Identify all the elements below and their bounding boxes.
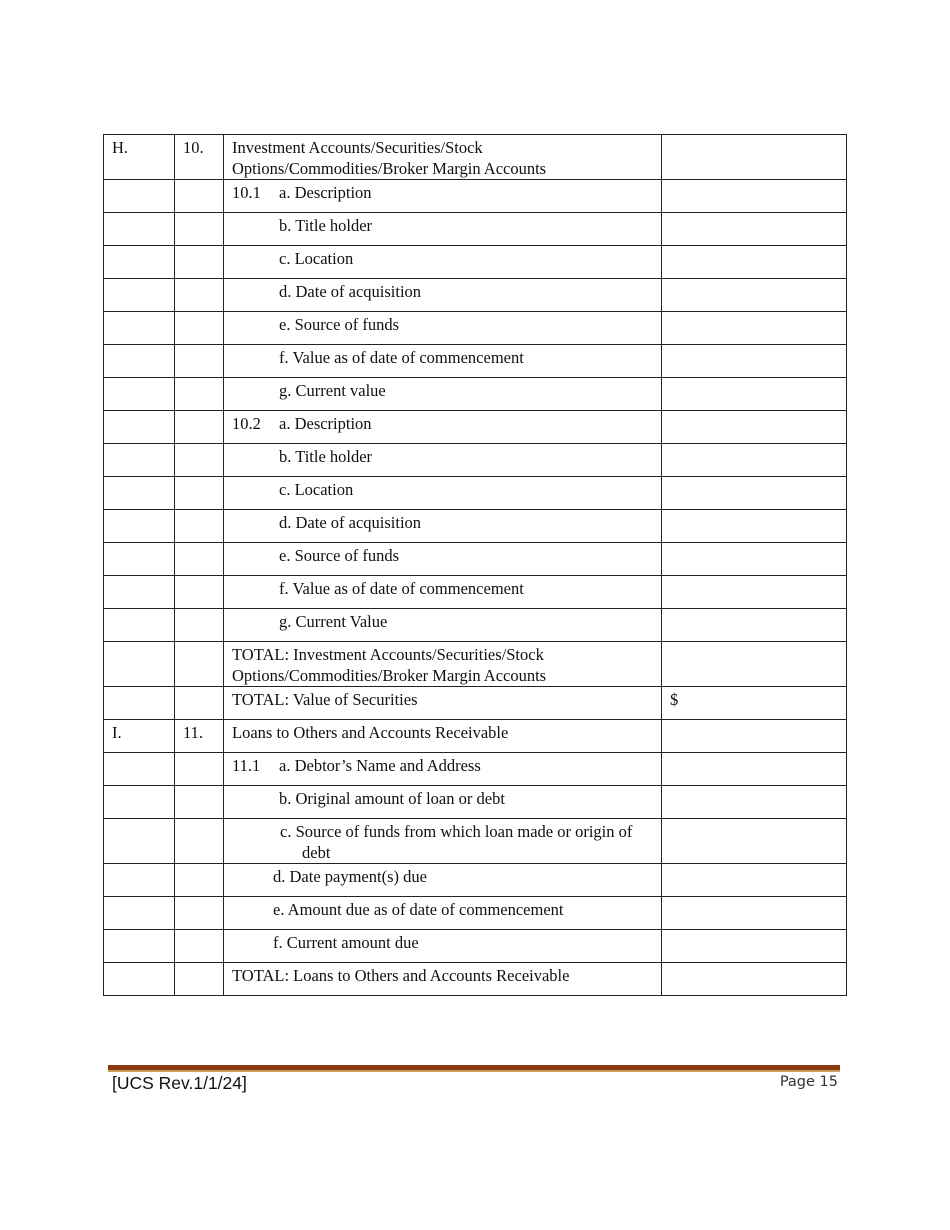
value-cell[interactable] — [662, 720, 847, 753]
value-cell[interactable] — [662, 279, 847, 312]
item-label: a. Description — [279, 183, 372, 202]
table-row — [104, 510, 847, 543]
item-label: e. Amount due as of date of commencement — [273, 900, 564, 919]
total-value-cell[interactable]: $ — [662, 687, 847, 720]
total-label: TOTAL: Loans to Others and Accounts Receivable — [224, 963, 662, 996]
item-label: c. Location — [279, 480, 354, 499]
table-row — [104, 180, 847, 213]
table-row — [104, 135, 847, 180]
page-number: Page 15 — [779, 1074, 838, 1090]
value-cell[interactable] — [662, 930, 847, 963]
item-label: e. Source of funds — [279, 546, 400, 565]
table-row — [104, 963, 847, 996]
value-cell[interactable] — [662, 609, 847, 642]
table-row — [104, 642, 847, 687]
total-label: TOTAL: Investment Accounts/Securities/Stock Options/Commodities/Broker Margin Accounts — [224, 642, 662, 687]
value-cell[interactable] — [662, 819, 847, 864]
value-cell[interactable] — [662, 345, 847, 378]
value-cell[interactable] — [662, 378, 847, 411]
table-row — [104, 864, 847, 897]
item-label: f. Value as of date of commencement — [279, 348, 524, 367]
value-cell[interactable] — [662, 444, 847, 477]
table-row — [104, 543, 847, 576]
table-row — [104, 930, 847, 963]
table-row — [104, 246, 847, 279]
value-cell[interactable] — [662, 510, 847, 543]
table-row — [104, 279, 847, 312]
value-cell[interactable] — [662, 477, 847, 510]
table-row — [104, 786, 847, 819]
value-cell[interactable] — [662, 576, 847, 609]
table-row — [104, 897, 847, 930]
section-number: 11. — [175, 720, 224, 753]
value-cell[interactable] — [662, 135, 847, 180]
value-cell[interactable] — [662, 213, 847, 246]
value-cell[interactable] — [662, 312, 847, 345]
table-row — [104, 687, 847, 720]
table-row — [104, 576, 847, 609]
table-row — [104, 345, 847, 378]
item-label: a. Debtor’s Name and Address — [279, 756, 481, 775]
table-row — [104, 819, 847, 864]
value-cell[interactable] — [662, 246, 847, 279]
item-label: b. Title holder — [279, 216, 373, 235]
value-cell[interactable] — [662, 897, 847, 930]
section-title: Loans to Others and Accounts Receivable — [224, 720, 662, 753]
item-label: c. Location — [279, 249, 354, 268]
item-label: b. Title holder — [279, 447, 373, 466]
value-cell[interactable] — [662, 543, 847, 576]
value-cell[interactable] — [662, 963, 847, 996]
value-cell[interactable] — [662, 864, 847, 897]
revision-label: [UCS Rev.1/1/24] — [112, 1073, 247, 1093]
item-label: d. Date of acquisition — [279, 282, 422, 301]
subsection-label: 10.1 — [232, 183, 261, 202]
item-label: e. Source of funds — [279, 315, 400, 334]
value-cell[interactable] — [662, 411, 847, 444]
financial-disclosure-table — [103, 134, 847, 996]
item-label: d. Date payment(s) due — [273, 867, 427, 886]
total-label: TOTAL: Value of Securities — [224, 687, 662, 720]
table-row — [104, 720, 847, 753]
item-label: g. Current value — [279, 381, 386, 400]
item-label: c. Source of funds from which loan made or origin of debt — [280, 822, 633, 862]
value-cell[interactable] — [662, 642, 847, 687]
footer-rule-accent — [108, 1070, 840, 1072]
value-cell[interactable] — [662, 753, 847, 786]
table-row — [104, 213, 847, 246]
value-cell[interactable] — [662, 786, 847, 819]
value-cell[interactable] — [662, 180, 847, 213]
table-row — [104, 312, 847, 345]
item-label: f. Current amount due — [273, 933, 419, 952]
subsection-label: 10.2 — [232, 414, 261, 433]
table-row — [104, 609, 847, 642]
section-letter: I. — [104, 720, 175, 753]
table-row — [104, 444, 847, 477]
table-row — [104, 477, 847, 510]
item-label: a. Description — [279, 414, 372, 433]
table-row — [104, 753, 847, 786]
table-row — [104, 411, 847, 444]
section-number: 10. — [175, 135, 224, 180]
item-label: f. Value as of date of commencement — [279, 579, 524, 598]
item-label: d. Date of acquisition — [279, 513, 422, 532]
item-label: g. Current Value — [279, 612, 388, 631]
table-row — [104, 378, 847, 411]
subsection-label: 11.1 — [232, 756, 261, 775]
section-title: Investment Accounts/Securities/Stock Options/Commodities/Broker Margin Accounts — [224, 135, 662, 180]
item-label: b. Original amount of loan or debt — [279, 789, 505, 808]
section-letter: H. — [104, 135, 175, 180]
